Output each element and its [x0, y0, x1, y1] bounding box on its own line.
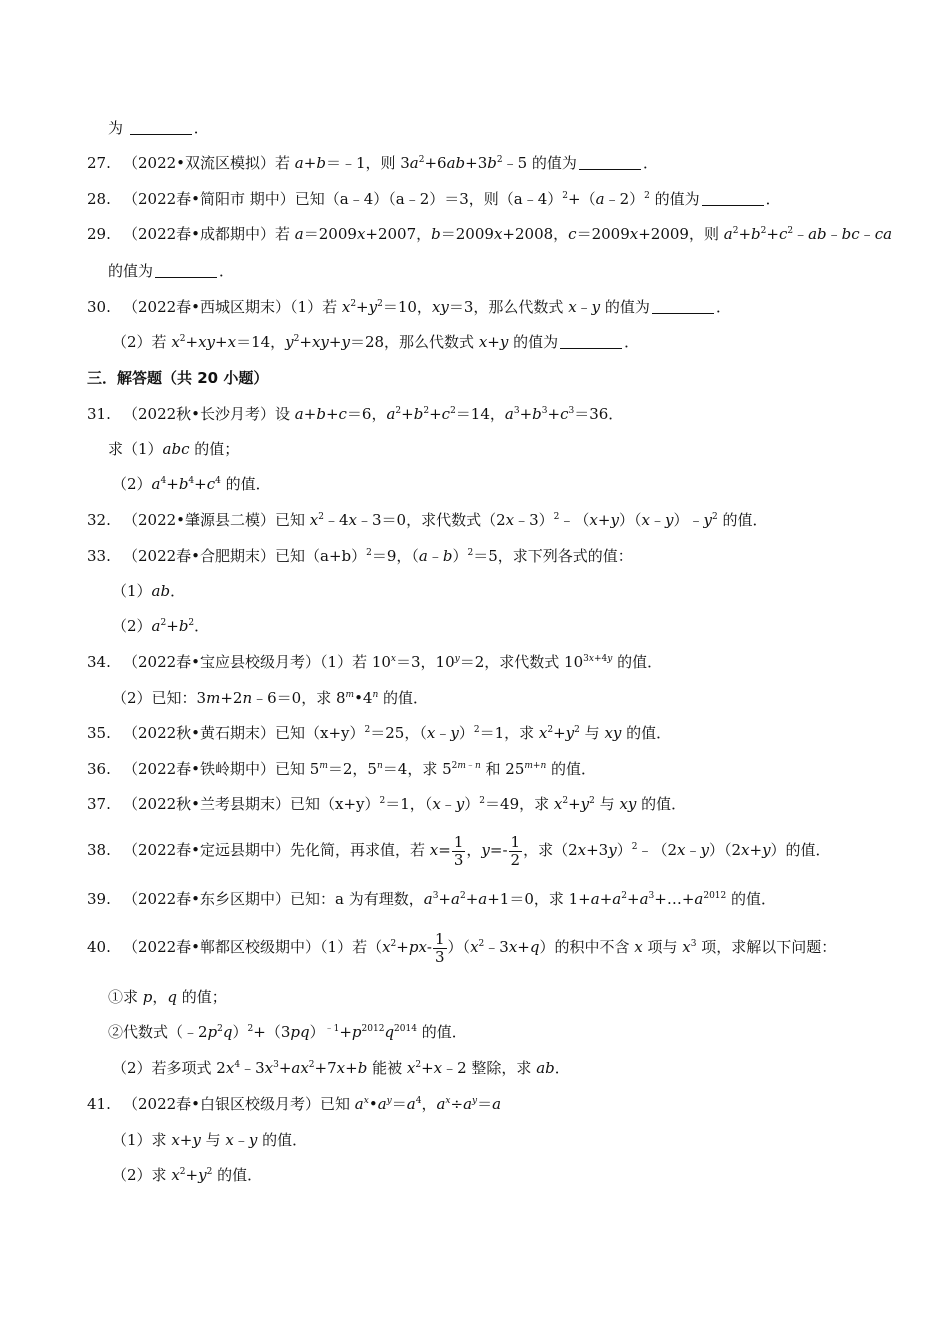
question-33-1: （1）ab． — [112, 582, 186, 600]
question-28: 28. （2022春•简阳市 期中）已知（a﹣4）（a﹣2）＝3，则（a﹣4）$^2$+（a﹣2）$^2$ 的值为 ． — [87, 190, 781, 208]
question-29-cont: 的值为 ． — [108, 262, 235, 280]
question-40: 40. （2022春•郸都区校级期中）（1）若（$x^2+px-$ $\frac{1}{3}$ ）$(x^2﹣3x+q)$的积中不含 x 项与 $x^3$ 项，求解以下问题： — [87, 929, 837, 966]
fraction: $\frac{1}{3}$ — [453, 832, 464, 869]
answer-blank[interactable] — [155, 263, 217, 278]
question-36: 36. （2022春•铁岭期中）已知 $5^m=2$，$5^n=4$，求 $5^{2m﹣n}$ 和 $25^{m+n}$ 的值． — [87, 760, 597, 778]
question-34-2: （2）已知：3m+2n﹣6＝0，求 8$^m$•4$^n$ 的值． — [112, 689, 429, 707]
answer-blank[interactable] — [702, 191, 764, 206]
question-39: 39. （2022春•东乡区期中）已知：a 为有理数，$a^3+a^2+a+1=0$，求 $1+a+a^2+a^3+\dots+a^{2012}$ 的值． — [87, 890, 777, 908]
answer-blank[interactable] — [130, 120, 192, 135]
question-31-a: 求（1）abc 的值； — [108, 440, 240, 458]
question-31: 31. （2022秋•长沙月考）设 a+b+c＝6，$a^2+b^2+c^2=14$，$a^3+b^3+c^3=36$． — [87, 405, 624, 423]
question-38: 38. （2022春•定远县期中）先化简，再求值，若 x= $\frac{1}{3}$ ，y=- $\frac{1}{2}$ ，求$(2x+3y)^2﹣(2x﹣y)(2x+y)$的值． — [87, 832, 831, 869]
q26-continuation: 为 ． — [108, 119, 209, 137]
question-40-2: （2）若多项式 $2x^4﹣3x^3+ax^2+7x+b$ 能被 $x^2+x﹣2$ 整除，求 ab． — [112, 1059, 570, 1077]
question-41: 41. （2022春•白银区校级月考）已知 $a^x•a^y=a^4$，$a^x\div a^y=a$ — [87, 1095, 502, 1113]
question-31-b: $(2)a^4+b^4+c^4$ 的值． — [112, 475, 271, 493]
question-41-2: （2）求 $x^2+y^2$ 的值． — [112, 1166, 263, 1184]
answer-blank[interactable] — [560, 334, 622, 349]
question-33-2: $(2)a^2+b^2$． — [112, 617, 210, 635]
question-37: 37. （2022秋•兰考县期末）已知$(x+y)^2=1$，（x﹣y）$^2$＝49，求 $x^2+y^2$ 与 xy 的值． — [87, 795, 687, 813]
question-34: 34. （2022春•宝应县校级月考）（1）若 $10^x=3$，$10^y=2$，求代数式 $10^{3x+4y}$ 的值． — [87, 653, 663, 671]
question-27: 27. （2022•双流区模拟）若 a+b＝﹣1，则 $3a^2+6ab+3b^2﹣5$ 的值为 ． — [87, 154, 658, 172]
question-30: 30. （2022春•西城区期末）（1）若 $x^2+y^2=10$，xy＝3，那么代数式 x﹣y 的值为 ． — [87, 298, 731, 316]
answer-blank[interactable] — [579, 155, 641, 170]
question-35: 35. （2022秋•黄石期末）已知$(x+y)^2=25$，（x﹣y）$^2$＝1，求 $x^2+y^2$ 与 xy 的值． — [87, 724, 672, 742]
question-30-part2: （2）若 $x^2+xy+x=14$，$y^2+xy+y=28$，那么代数式 x+y 的值为 ． — [112, 333, 640, 351]
question-40-a: ①求 p，q 的值； — [108, 988, 227, 1006]
question-33: 33. （2022春•合肥期末）已知$(a+b)^2=9$，（a﹣b）$^2$＝5，求下列各式的值： — [87, 547, 633, 565]
answer-blank[interactable] — [652, 299, 714, 314]
question-32: 32. （2022•肇源县二模）已知 $x^2﹣4x﹣3=0$，求代数式$(2x﹣3)^2﹣(x+y)(x﹣y)﹣y^2$ 的值． — [87, 511, 768, 529]
question-41-1: （1）求 x+y 与 x﹣y 的值． — [112, 1131, 308, 1149]
question-40-b: ②代数式$(﹣2p^2q)^2+(3pq)^{﹣1}+p^{2012}q^{2014}$ 的值． — [108, 1023, 467, 1041]
section-heading: 三．解答题（共 20 小题） — [87, 369, 269, 387]
fraction: $\frac{1}{2}$ — [510, 832, 521, 869]
question-29: 29. （2022春•成都期中）若 a＝2009x+2007，b＝2009x+2008，c＝2009x+2009，则 $a^2+b^2+c^2﹣ab﹣bc﹣ca$ — [87, 225, 893, 243]
fraction: $\frac{1}{3}$ — [435, 929, 445, 966]
